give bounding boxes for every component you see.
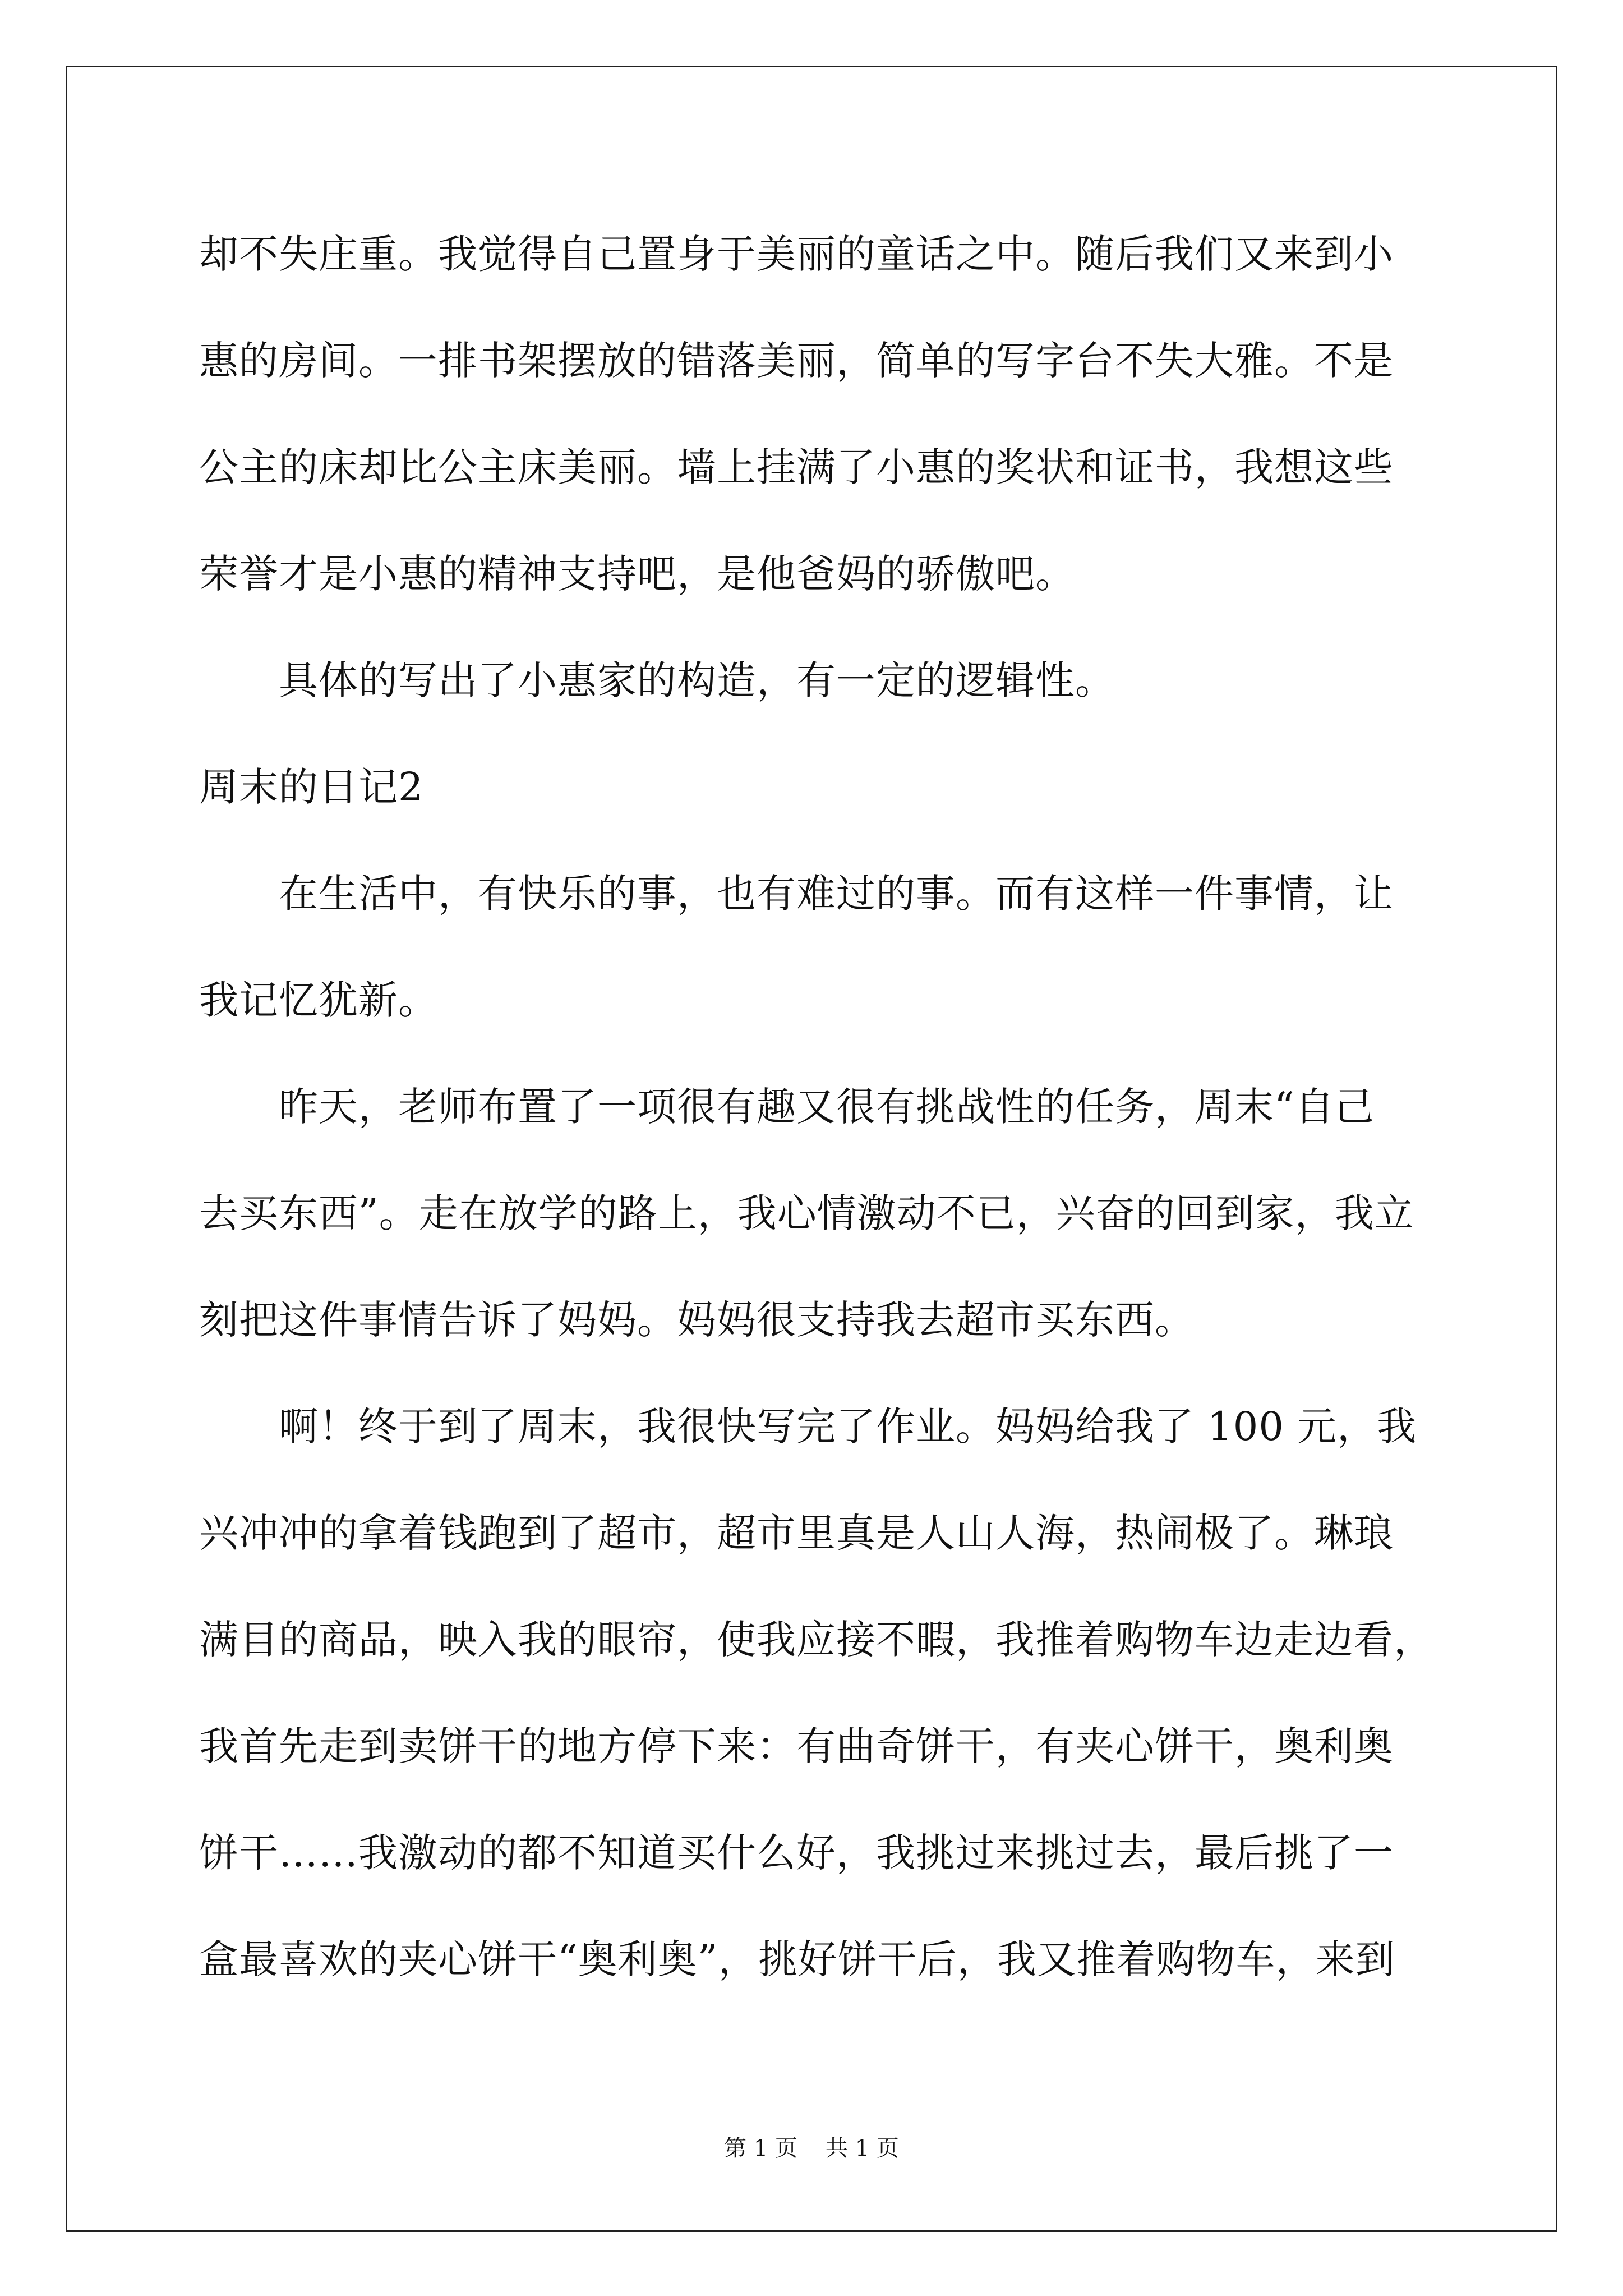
paragraph-line: 兴冲冲的拿着钱跑到了超市，超市里真是人山人海，热闹极了。琳琅	[199, 1510, 1394, 1556]
paragraph-line: 刻把这件事情告诉了妈妈。妈妈很支持我去超市买东西。	[199, 1297, 1195, 1343]
paragraph-line: 我记忆犹新。	[199, 977, 438, 1023]
total-pages-label: 共 1 页	[826, 2136, 899, 2161]
paragraph-line: 饼干……我激动的都不知道买什么好，我挑过来挑过去，最后挑了一	[199, 1830, 1394, 1876]
paragraph-line: 却不失庄重。我觉得自己置身于美丽的童话之中。随后我们又来到小	[199, 231, 1394, 277]
comment-line: 具体的写出了小惠家的构造，有一定的逻辑性。	[279, 657, 1115, 703]
paragraph-line: 我首先走到卖饼干的地方停下来：有曲奇饼干，有夹心饼干，奥利奥	[199, 1723, 1394, 1769]
current-page-label: 第 1 页	[724, 2136, 797, 2161]
paragraph-line: 盒最喜欢的夹心饼干“奥利奥”，挑好饼干后，我又推着购物车，来到	[199, 1936, 1395, 1982]
paragraph-line: 昨天，老师布置了一项很有趣又很有挑战性的任务，周末“自己	[279, 1084, 1375, 1130]
page-footer	[0, 2132, 1623, 2165]
section-title: 周末的日记2	[199, 764, 424, 810]
paragraph-line: 惠的房间。一排书架摆放的错落美丽，简单的写字台不失大雅。不是	[199, 338, 1394, 384]
document-body	[199, 201, 1433, 2013]
paragraph-line: 公主的床却比公主床美丽。墙上挂满了小惠的奖状和证书，我想这些	[199, 444, 1394, 490]
paragraph-line: 满目的商品，映入我的眼帘，使我应接不暇，我推着购物车边走边看，	[199, 1617, 1433, 1663]
paragraph-line: 去买东西”。走在放学的路上，我心情激动不已，兴奋的回到家，我立	[199, 1190, 1414, 1236]
paragraph-line: 啊！终于到了周末，我很快写完了作业。妈妈给我了 100 元，我	[279, 1404, 1417, 1450]
paragraph-line: 在生活中，有快乐的事，也有难过的事。而有这样一件事情，让	[279, 871, 1394, 917]
paragraph-line: 荣誉才是小惠的精神支持吧，是他爸妈的骄傲吧。	[199, 551, 1075, 597]
